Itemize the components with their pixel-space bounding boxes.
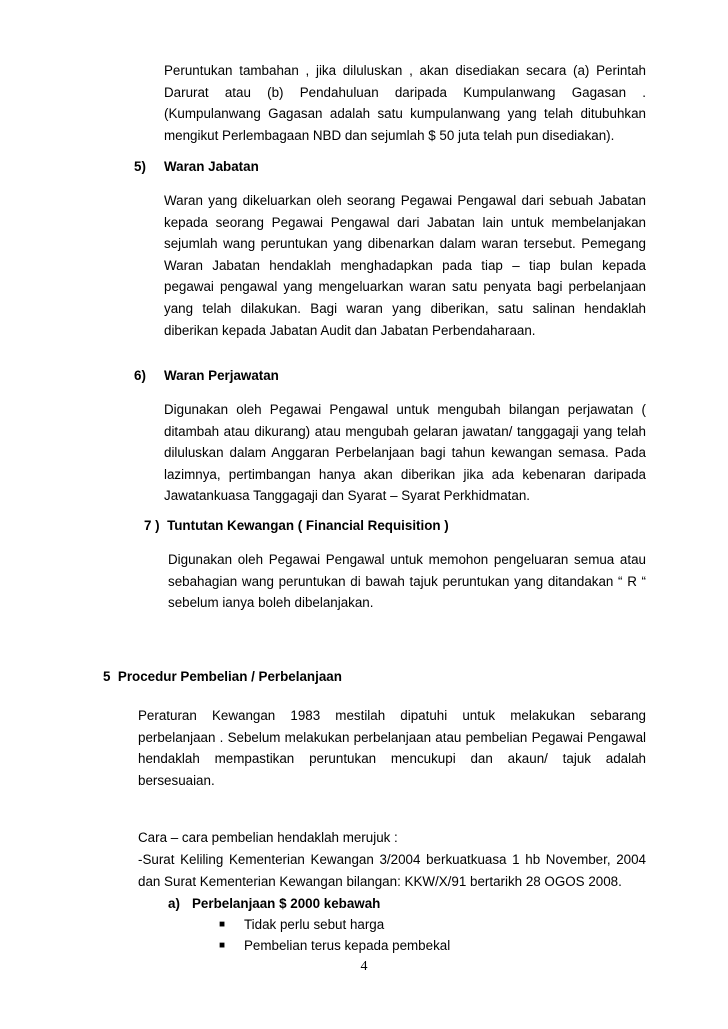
section-5-title: Waran Jabatan	[164, 159, 259, 174]
section-6-body: Digunakan oleh Pegawai Pengawal untuk mengubah bilangan perjawatan ( ditambah atau dikurang) atau mengubah gelaran jawatan/ tanggagaji yang telah diluluskan dalam Anggaran Perbelanjaan bagi tahun kewangan semasa. Pada lazimnya, pertimbangan hanya akan diberikan jika ada kebenaran daripada Jawatankuasa Tanggagaji dan Syarat – Syarat Perkhidmatan.	[164, 402, 646, 504]
sub-item-a-label: a)	[168, 896, 180, 911]
procedure-paragraph-2-body: -Surat Keliling Kementerian Kewangan 3/2004 berkuatkuasa 1 hb November, 2004 dan Surat Kementerian Kewangan bilangan: KKW/X/91 bertarikh 28 OGOS 2008.	[138, 852, 646, 889]
procedure-heading: 5 Procedur Pembelian / Perbelanjaan	[103, 669, 342, 684]
procedure-paragraph-1: Peraturan Kewangan 1983 mestilah dipatuhi untuk melakukan sebarang perbelanjaan . Sebelum melakukan perbelanjaan atau pembelian Pegawai Pengawal hendaklah mempastikan peruntukan mencukupi dan akaun/ tajuk adalah bersesuaian.	[138, 708, 646, 788]
section-6-title: Waran Perjawatan	[164, 368, 279, 383]
section-6-number: 6)	[134, 368, 146, 383]
section-5-body: Waran yang dikeluarkan oleh seorang Pegawai Pengawal dari sebuah Jabatan kepada seorang Pegawai Pengawal dari Jabatan lain untuk membelanjakan sejumlah wang peruntukan yang dibenarkan dalam waran tersebut. Pemegang Waran Jabatan hendaklah menghadapkan pada tiap – tiap bulan kepada pegawai pengawal yang mengeluarkan waran satu penyata bagi perbelanjaan yang telah dilakukan. Bagi waran yang diberikan, satu salinan hendaklah diberikan kepada Jabatan Audit dan Jabatan Perbendaharaan.	[164, 193, 646, 338]
square-bullet-icon: ■	[219, 919, 226, 930]
sub-item-a-title: Perbelanjaan $ 2000 kebawah	[192, 896, 381, 911]
section-7-body: Digunakan oleh Pegawai Pengawal untuk memohon pengeluaran semua atau sebahagian wang peruntukan di bawah tajuk peruntukan yang ditandakan “ R “ sebelum ianya boleh dibelanjakan.	[168, 552, 646, 611]
page-number: 4	[360, 959, 368, 974]
section-7-heading: 7 ) Tuntutan Kewangan ( Financial Requisition )	[144, 518, 449, 533]
bullet-item: Pembelian terus kepada pembekal	[244, 938, 451, 953]
procedure-paragraph-2-intro: Cara – cara pembelian hendaklah merujuk :	[138, 830, 398, 845]
bullet-item: Tidak perlu sebut harga	[244, 917, 385, 932]
section-5-number: 5)	[134, 159, 146, 174]
intro-paragraph: Peruntukan tambahan , jika diluluskan , akan disediakan secara (a) Perintah Darurat atau (b) Pendahuluan daripada Kumpulanwang Gagasan . (Kumpulanwang Gagasan adalah satu kumpulanwang yang telah ditubuhkan mengikut Perlembagaan NBD dan sejumlah $ 50 juta telah pun disediakan).	[164, 63, 646, 143]
square-bullet-icon: ■	[219, 940, 226, 951]
